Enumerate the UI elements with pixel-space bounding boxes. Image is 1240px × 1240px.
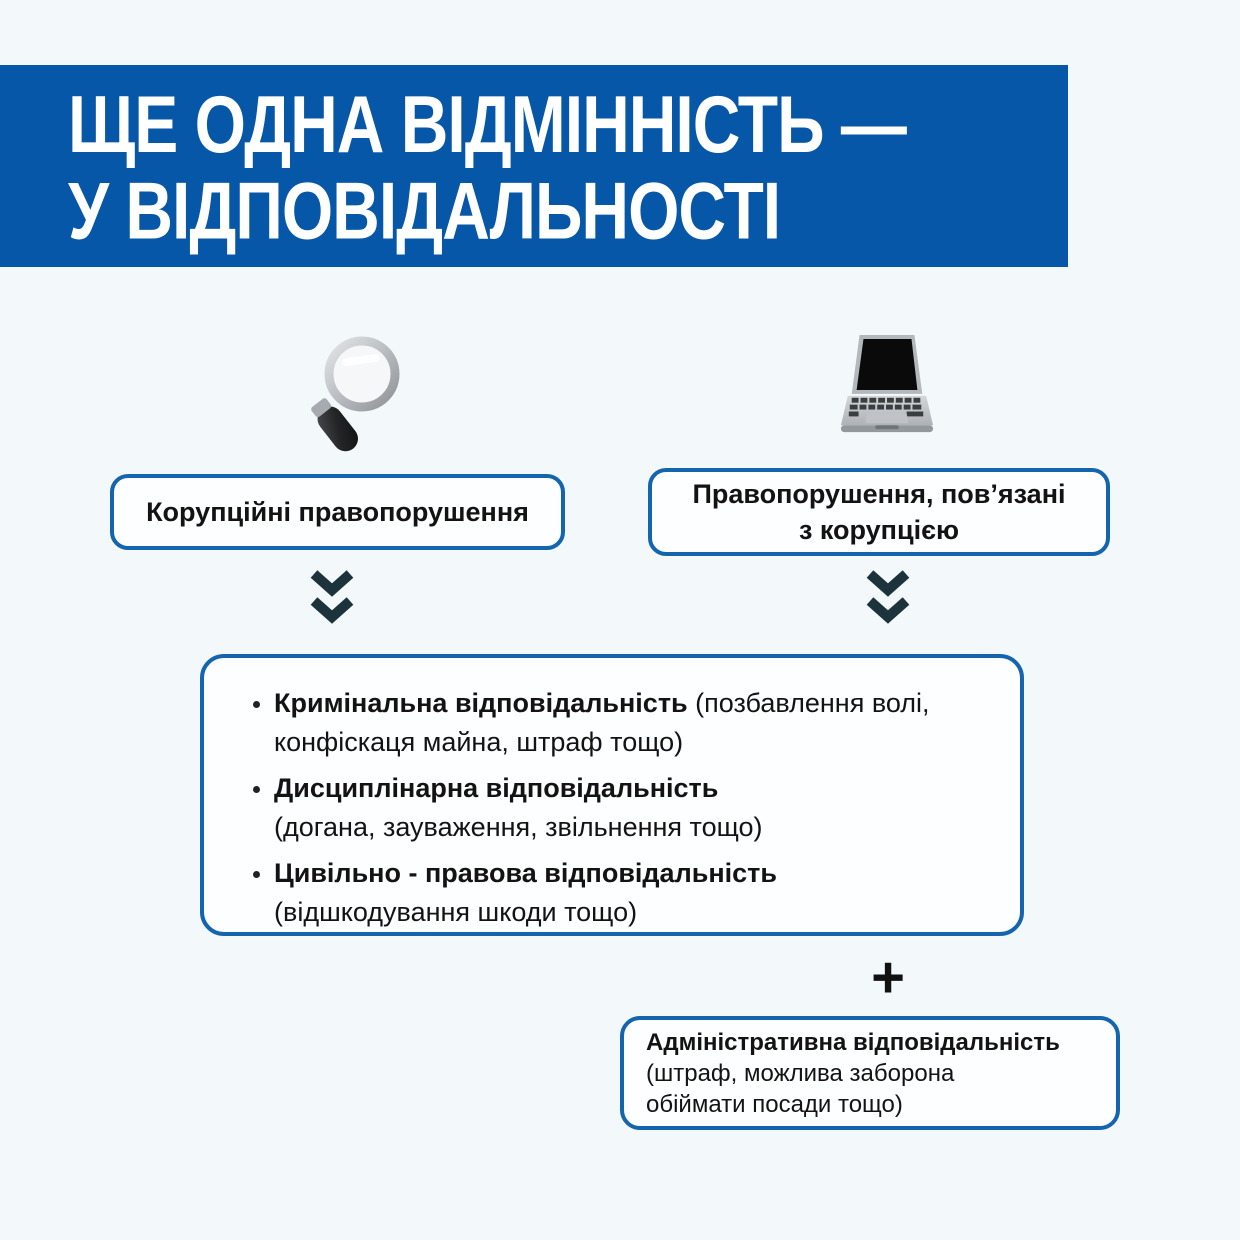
list-item-line1: Цивільно - правова відповідальність: [274, 858, 777, 888]
bullet-dot-icon: [253, 701, 260, 708]
page-title: [68, 78, 906, 256]
page-title-line1: ЩЕ ОДНА ВІДМІННІСТЬ —: [68, 78, 906, 169]
list-item-line1: Кримінальна відповідальність (позбавлення волі,: [274, 688, 930, 718]
double-chevron-down-icon: [866, 570, 910, 626]
admin-liability-box: [620, 1016, 1120, 1130]
bullet-dot-icon: [253, 871, 260, 878]
list-item: [253, 684, 1000, 762]
header-banner: [0, 65, 1068, 267]
magnifier-icon: [310, 332, 400, 456]
right-category-box: [648, 468, 1110, 556]
right-category-label-line1: Правопорушення, пов’язані: [692, 479, 1066, 509]
list-item: [253, 769, 1000, 847]
left-category-box: [110, 474, 565, 550]
admin-box-line3: обіймати посади тощо): [646, 1091, 903, 1118]
list-item-line1: Дисциплінарна відповідальність: [274, 773, 719, 803]
admin-box-line1: Адміністративна відповідальність: [646, 1029, 1060, 1056]
left-category-label: Корупційні правопорушення: [146, 496, 529, 527]
laptop-icon: [838, 331, 936, 443]
bullet-dot-icon: [253, 786, 260, 793]
list-item-line2: (відшкодування шкоди тощо): [274, 897, 638, 927]
liability-list-box: [200, 654, 1024, 936]
plus-sign: +: [871, 944, 905, 1010]
double-chevron-down-icon: [310, 570, 354, 626]
list-item-line2: конфіскаця майна, штраф тощо): [274, 727, 684, 757]
list-item-line2: (догана, зауваження, звільнення тощо): [274, 812, 763, 842]
page-title-line2: У ВІДПОВІДАЛЬНОСТІ: [68, 165, 781, 256]
admin-box-line2: (штраф, можлива заборона: [646, 1060, 955, 1087]
right-category-label-line2: з корупцією: [798, 515, 960, 545]
list-item: [253, 854, 1000, 932]
